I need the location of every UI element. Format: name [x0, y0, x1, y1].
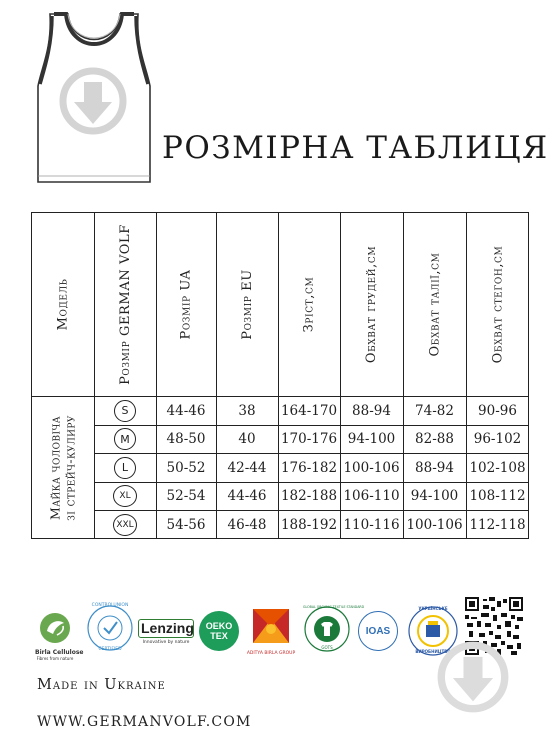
- table-cell-height: 176-182: [280, 459, 338, 476]
- table-cell-size: [94, 453, 156, 482]
- ukrainian-production-logo: УКРАЇНСЬКЕ ВИРОБНИЦТВО: [407, 605, 459, 657]
- table-cell-hips: 90-96: [478, 402, 517, 419]
- table-cell-eu: 38: [238, 402, 256, 419]
- lenzing-wordmark: Lenzing: [138, 619, 194, 638]
- recycle-leaf-icon: [35, 611, 75, 645]
- made-in-ukraine: Made in Ukraine: [37, 677, 166, 693]
- table-cell-size: [94, 510, 156, 539]
- size-table: [31, 212, 529, 539]
- aditya-sun-icon: [245, 607, 297, 647]
- watermark-icon: [436, 640, 510, 714]
- table-cell-height: 164-170: [280, 402, 338, 419]
- table-cell-size: [94, 396, 156, 425]
- aditya-birla-logo: ADITYA BIRLA GROUP: [245, 607, 297, 656]
- table-cell-waist: 94-100: [410, 488, 459, 504]
- table-cell-ua: 48-50: [166, 431, 206, 447]
- size-badge: M: [114, 428, 136, 450]
- table-cell-hips: 102-108: [469, 459, 526, 476]
- table-cell-waist: 74-82: [415, 402, 454, 419]
- table-cell-chest: 110-116: [343, 516, 400, 533]
- table-cell-height: 182-188: [280, 488, 338, 504]
- ioas-logo: IOAS: [358, 611, 398, 651]
- size-badge: L: [114, 457, 136, 479]
- table-cell-chest: 88-94: [352, 402, 391, 419]
- table-cell-waist: 100-106: [406, 516, 463, 533]
- table-cell-waist: 88-94: [415, 459, 454, 476]
- table-cell-height: 188-192: [280, 516, 338, 533]
- header-model: Модель: [55, 278, 71, 331]
- size-badge: XL: [113, 485, 137, 507]
- website-link[interactable]: WWW.GERMANVOLF.COM: [37, 714, 252, 730]
- table-cell-hips: 112-118: [469, 516, 526, 533]
- table-cell-eu: 40: [238, 431, 256, 447]
- model-name-line2: зі стрейч-кулиру: [63, 414, 78, 521]
- table-cell-size: [94, 482, 156, 510]
- header-waist: Обхват талії,см: [427, 252, 443, 357]
- table-cell-chest: 100-106: [343, 459, 400, 476]
- controlunion-seal-icon: [85, 603, 135, 653]
- table-cell-waist: 82-88: [415, 431, 454, 447]
- model-name-line1: Майка чоловіча: [48, 415, 63, 520]
- table-cell-eu: 46-48: [227, 516, 267, 533]
- header-height: Зріст,см: [301, 276, 317, 333]
- gots-logo: GLOBAL ORGANIC TEXTILE STANDARD GOTS: [303, 605, 351, 653]
- lenzing-logo: Lenzing Innovative by nature: [138, 619, 194, 645]
- table-cell-eu: 42-44: [227, 459, 267, 476]
- model-name-cell: [32, 396, 94, 539]
- table-cell-hips: 96-102: [473, 431, 522, 447]
- table-cell-hips: 108-112: [469, 488, 526, 504]
- size-badge: S: [114, 400, 136, 422]
- watermark-icon: [58, 66, 128, 136]
- header-size-ua: Розмір UA: [178, 269, 194, 340]
- table-cell-chest: 94-100: [347, 431, 396, 447]
- header-hips: Обхват стегон,см: [490, 245, 506, 364]
- table-cell-height: 170-176: [280, 431, 338, 447]
- controlunion-certified-logo: CONTROLUNION CERTIFIED: [85, 603, 135, 653]
- table-cell-size: [94, 425, 156, 453]
- page-title: РОЗМІРНА ТАБЛИЦЯ: [162, 130, 549, 166]
- birla-cellulose-logo: Birla Cellulose Fibres from nature: [35, 611, 75, 661]
- header-size-eu: Розмір EU: [239, 269, 255, 340]
- table-cell-eu: 44-46: [227, 488, 267, 504]
- table-cell-ua: 52-54: [166, 488, 206, 504]
- table-cell-ua: 44-46: [166, 402, 206, 419]
- size-badge: XXL: [113, 514, 137, 536]
- header-size-german-volf: Розмір GERMAN VOLF: [117, 224, 133, 385]
- table-cell-ua: 54-56: [166, 516, 206, 533]
- table-cell-ua: 50-52: [166, 459, 206, 476]
- header-chest: Обхват грудей,см: [364, 245, 379, 364]
- oeko-tex-logo: OEKO TEX: [199, 611, 239, 651]
- table-cell-chest: 106-110: [343, 488, 400, 504]
